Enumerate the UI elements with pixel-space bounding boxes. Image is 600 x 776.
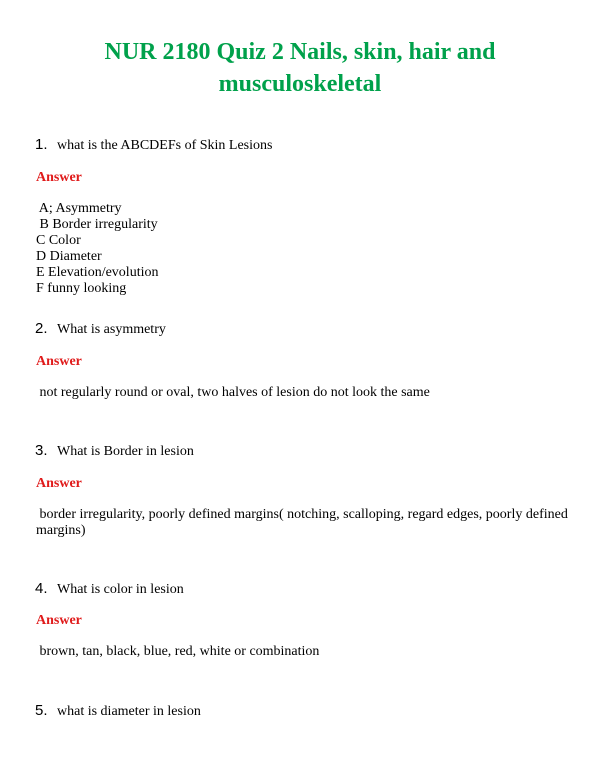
answer-line: border irregularity, poorly defined margins( notching, scalloping, regard edges, poorly defined: [36, 507, 568, 522]
answer-label-3: Answer: [36, 476, 82, 491]
question-number-2: 2.: [35, 320, 48, 337]
answer-line: margins): [36, 523, 86, 538]
answer-label-2: Answer: [36, 354, 82, 369]
title-line-1: NUR 2180 Quiz 2 Nails, skin, hair and: [104, 39, 496, 65]
answer-line: A; Asymmetry: [36, 201, 122, 216]
title-line-2: musculoskeletal: [218, 71, 382, 97]
answer-label-1: Answer: [36, 170, 82, 185]
answer-label-4: Answer: [36, 613, 82, 628]
question-text-5: what is diameter in lesion: [57, 704, 201, 719]
question-number-5: 5.: [35, 702, 48, 719]
question-number-3: 3.: [35, 442, 48, 459]
question-text-1: what is the ABCDEFs of Skin Lesions: [57, 138, 273, 153]
answer-line: C Color: [36, 233, 81, 248]
answer-text-3: [36, 507, 566, 539]
answer-text-4: [36, 644, 566, 660]
document-title: [0, 36, 600, 100]
answer-line: brown, tan, black, blue, red, white or combination: [36, 644, 320, 659]
answer-line: E Elevation/evolution: [36, 265, 159, 280]
question-text-2: What is asymmetry: [57, 322, 166, 337]
answer-line: D Diameter: [36, 249, 102, 264]
answer-text-2: [36, 385, 566, 401]
answer-text-1: [36, 201, 566, 297]
question-text-3: What is Border in lesion: [57, 444, 194, 459]
answer-line: B Border irregularity: [36, 217, 158, 232]
question-number-4: 4.: [35, 580, 48, 597]
question-number-1: 1.: [35, 136, 48, 153]
answer-line: not regularly round or oval, two halves of lesion do not look the same: [36, 385, 430, 400]
question-text-4: What is color in lesion: [57, 582, 184, 597]
answer-line: F funny looking: [36, 281, 127, 296]
